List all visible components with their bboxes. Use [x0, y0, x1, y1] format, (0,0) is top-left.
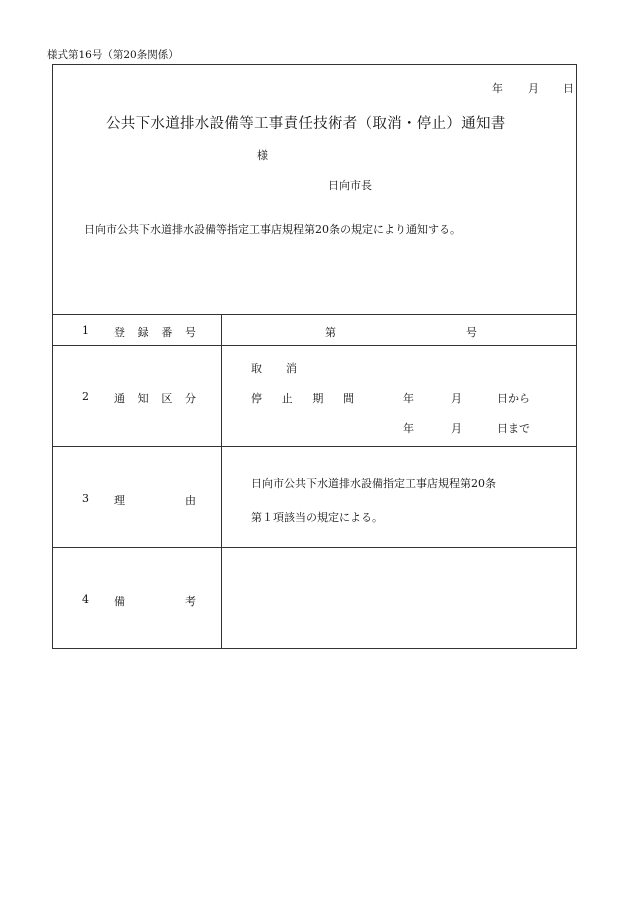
row-label: 備 考 — [114, 595, 196, 608]
suspend-period-label: 停 止 期 間 — [251, 392, 354, 405]
body-text: 日向市公共下水道排水設備等指定工事店規程第20条の規定により通知する。 — [84, 223, 461, 236]
from-year: 年 — [403, 392, 414, 405]
registration-suffix: 号 — [466, 326, 477, 339]
issuer-name: 日向市長 — [328, 179, 372, 192]
row-number: 1 — [82, 324, 89, 337]
reason-line: 日向市公共下水道排水設備指定工事店規程第20条 — [251, 477, 496, 490]
to-year: 年 — [403, 422, 414, 435]
row-number: 4 — [82, 593, 89, 606]
date-month: 月 — [528, 82, 539, 95]
row-label: 登 録 番 号 — [114, 326, 196, 339]
row-divider — [52, 345, 577, 346]
remarks-field — [222, 548, 577, 648]
date-day: 日 — [563, 82, 574, 95]
from-day: 日から — [497, 392, 530, 405]
addressee-suffix: 様 — [257, 149, 268, 162]
row-number: 3 — [82, 492, 89, 505]
row-number: 2 — [82, 390, 89, 403]
row-divider — [52, 446, 577, 447]
table-top-border — [52, 314, 577, 315]
document-title: 公共下水道排水設備等工事責任技術者（取消・停止）通知書 — [106, 116, 506, 132]
to-day: 日まで — [497, 422, 530, 435]
form-number-label: 様式第16号（第20条関係） — [47, 49, 179, 61]
date-year: 年 — [492, 82, 503, 95]
cancel-option: 取 消 — [251, 362, 297, 375]
from-month: 月 — [451, 392, 462, 405]
to-month: 月 — [451, 422, 462, 435]
row-label: 理 由 — [114, 494, 196, 507]
registration-prefix: 第 — [325, 326, 336, 339]
row-label: 通 知 区 分 — [114, 392, 196, 405]
reason-line: 第１項該当の規定による。 — [251, 511, 383, 524]
